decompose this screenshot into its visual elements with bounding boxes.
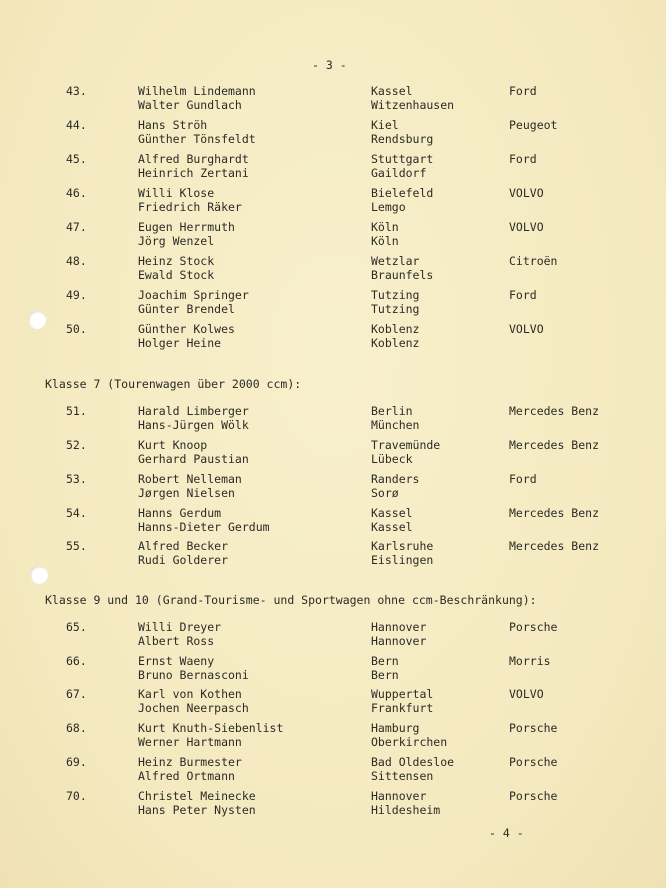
entry-row	[0, 288, 666, 320]
driver-name: Hans Ströh	[138, 118, 208, 132]
driver-name: Karl von Kothen	[138, 687, 242, 701]
car-make: Morris	[509, 654, 551, 668]
car-make: Mercedes Benz	[509, 539, 600, 553]
driver-city: Wuppertal	[371, 687, 434, 701]
car-make: Porsche	[509, 755, 558, 769]
driver-name: Alfred Burghardt	[138, 152, 249, 166]
start-number: 45.	[66, 152, 87, 166]
codriver-city: Rendsburg	[371, 132, 434, 146]
codriver-city: Sorø	[371, 486, 399, 500]
codriver-name: Albert Ross	[138, 634, 215, 648]
driver-name: Christel Meinecke	[138, 789, 256, 803]
driver-city: Hannover	[371, 620, 427, 634]
driver-city: Kiel	[371, 118, 399, 132]
start-number: 66.	[66, 654, 87, 668]
car-make: VOLVO	[509, 687, 544, 701]
car-make: Ford	[509, 84, 537, 98]
driver-name: Willi Klose	[138, 186, 215, 200]
entry-row	[0, 186, 666, 218]
driver-city: Kassel	[371, 506, 413, 520]
codriver-name: Hans Peter Nysten	[138, 803, 256, 817]
car-make: VOLVO	[509, 186, 544, 200]
entry-row	[0, 404, 666, 436]
car-make: Mercedes Benz	[509, 506, 600, 520]
driver-city: Bad Oldesloe	[371, 755, 455, 769]
codriver-name: Holger Heine	[138, 336, 222, 350]
driver-city: Köln	[371, 220, 399, 234]
codriver-city: Köln	[371, 234, 399, 248]
entry-row	[0, 755, 666, 787]
codriver-name: Heinrich Zertani	[138, 166, 249, 180]
codriver-city: Frankfurt	[371, 701, 434, 715]
car-make: Porsche	[509, 620, 558, 634]
driver-name: Joachim Springer	[138, 288, 249, 302]
codriver-name: Jörg Wenzel	[138, 234, 215, 248]
driver-city: Stuttgart	[371, 152, 434, 166]
codriver-city: Lübeck	[371, 452, 413, 466]
codriver-name: Jochen Neerpasch	[138, 701, 249, 715]
start-number: 68.	[66, 721, 87, 735]
car-make: VOLVO	[509, 322, 544, 336]
driver-name: Alfred Becker	[138, 539, 229, 553]
car-make: Mercedes Benz	[509, 404, 600, 418]
entry-row	[0, 789, 666, 821]
entry-row	[0, 687, 666, 719]
class-7-heading: Klasse 7 (Tourenwagen über 2000 ccm):	[45, 377, 302, 391]
entry-row	[0, 620, 666, 652]
codriver-city: Braunfels	[371, 268, 434, 282]
car-make: Ford	[509, 472, 537, 486]
start-number: 48.	[66, 254, 87, 268]
driver-city: Kassel	[371, 84, 413, 98]
driver-name: Heinz Burmester	[138, 755, 242, 769]
codriver-name: Friedrich Räker	[138, 200, 242, 214]
start-number: 53.	[66, 472, 87, 486]
start-number: 46.	[66, 186, 87, 200]
codriver-city: München	[371, 418, 420, 432]
codriver-city: Hannover	[371, 634, 427, 648]
start-number: 44.	[66, 118, 87, 132]
codriver-city: Lemgo	[371, 200, 406, 214]
codriver-city: Kassel	[371, 520, 413, 534]
next-page-indicator: - 4 -	[489, 826, 524, 840]
driver-name: Heinz Stock	[138, 254, 215, 268]
driver-city: Tutzing	[371, 288, 420, 302]
driver-name: Günther Kolwes	[138, 322, 235, 336]
driver-name: Willi Dreyer	[138, 620, 222, 634]
car-make: Ford	[509, 288, 537, 302]
car-make: Mercedes Benz	[509, 438, 600, 452]
codriver-name: Günter Brendel	[138, 302, 235, 316]
codriver-name: Ewald Stock	[138, 268, 215, 282]
start-number: 54.	[66, 506, 87, 520]
start-number: 43.	[66, 84, 87, 98]
driver-name: Harald Limberger	[138, 404, 249, 418]
codriver-name: Jørgen Nielsen	[138, 486, 235, 500]
codriver-name: Hanns-Dieter Gerdum	[138, 520, 270, 534]
entry-row	[0, 220, 666, 252]
codriver-city: Tutzing	[371, 302, 420, 316]
entry-row	[0, 438, 666, 470]
entry-row	[0, 472, 666, 504]
driver-name: Hanns Gerdum	[138, 506, 222, 520]
codriver-name: Gerhard Paustian	[138, 452, 249, 466]
driver-name: Robert Nelleman	[138, 472, 242, 486]
driver-city: Hamburg	[371, 721, 420, 735]
driver-city: Hannover	[371, 789, 427, 803]
driver-city: Berlin	[371, 404, 413, 418]
driver-city: Travemünde	[371, 438, 441, 452]
driver-name: Ernst Waeny	[138, 654, 215, 668]
car-make: Peugeot	[509, 118, 558, 132]
entry-row	[0, 118, 666, 150]
codriver-city: Sittensen	[371, 769, 434, 783]
driver-name: Kurt Knoop	[138, 438, 208, 452]
driver-name: Kurt Knuth-Siebenlist	[138, 721, 284, 735]
entry-row	[0, 721, 666, 753]
codriver-city: Oberkirchen	[371, 735, 448, 749]
start-number: 69.	[66, 755, 87, 769]
car-make: Citroën	[509, 254, 558, 268]
codriver-city: Koblenz	[371, 336, 420, 350]
driver-city: Wetzlar	[371, 254, 420, 268]
driver-city: Bielefeld	[371, 186, 434, 200]
page-number: - 3 -	[312, 58, 347, 72]
codriver-name: Günther Tönsfeldt	[138, 132, 256, 146]
car-make: Porsche	[509, 721, 558, 735]
start-number: 49.	[66, 288, 87, 302]
codriver-name: Alfred Ortmann	[138, 769, 235, 783]
driver-name: Wilhelm Lindemann	[138, 84, 256, 98]
driver-city: Randers	[371, 472, 420, 486]
car-make: VOLVO	[509, 220, 544, 234]
start-number: 67.	[66, 687, 87, 701]
codriver-city: Gaildorf	[371, 166, 427, 180]
driver-city: Koblenz	[371, 322, 420, 336]
driver-city: Karlsruhe	[371, 539, 434, 553]
class-9-10-heading: Klasse 9 und 10 (Grand-Tourisme- und Sportwagen ohne ccm-Beschränkung):	[45, 593, 537, 607]
start-number: 55.	[66, 539, 87, 553]
start-number: 65.	[66, 620, 87, 634]
car-make: Porsche	[509, 789, 558, 803]
codriver-city: Eislingen	[371, 553, 434, 567]
start-number: 52.	[66, 438, 87, 452]
codriver-name: Bruno Bernasconi	[138, 668, 249, 682]
entry-row	[0, 322, 666, 354]
entry-row	[0, 254, 666, 286]
start-number: 51.	[66, 404, 87, 418]
codriver-city: Hildesheim	[371, 803, 441, 817]
codriver-city: Bern	[371, 668, 399, 682]
codriver-city: Witzenhausen	[371, 98, 455, 112]
entry-row	[0, 539, 666, 571]
car-make: Ford	[509, 152, 537, 166]
entry-row	[0, 506, 666, 538]
start-number: 70.	[66, 789, 87, 803]
codriver-name: Rudi Golderer	[138, 553, 229, 567]
codriver-name: Walter Gundlach	[138, 98, 242, 112]
codriver-name: Werner Hartmann	[138, 735, 242, 749]
driver-city: Bern	[371, 654, 399, 668]
entry-row	[0, 84, 666, 116]
entry-row	[0, 654, 666, 686]
start-number: 47.	[66, 220, 87, 234]
codriver-name: Hans-Jürgen Wölk	[138, 418, 249, 432]
driver-name: Eugen Herrmuth	[138, 220, 235, 234]
entry-row	[0, 152, 666, 184]
start-number: 50.	[66, 322, 87, 336]
